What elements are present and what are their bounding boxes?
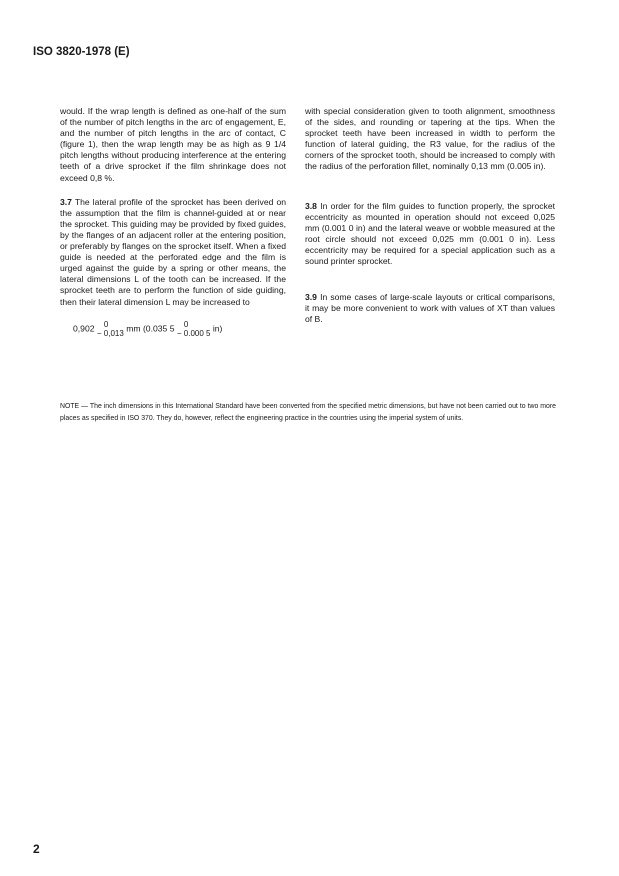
section-text: The lateral profile of the sprocket has been derived on the assumption that the film is channel-guided at or near the sprocket. This guiding may be provided by fixed guides, by the flanges of an adjacent roller at the entering position, or preferably by flanges on the sprocket itself. When a fixed guide is needed at the perforated edge and the film is urged against the guide by a spring or other means, the lateral dimensions L of the tooth can be increased. If the sprocket teeth are to perform the function of side guiding, then their lateral dimension L may be increased to (60, 196, 286, 307)
section-number: 3.8 (305, 200, 317, 211)
right-column (305, 106, 555, 325)
section-text: In order for the film guides to function properly, the sprocket eccentricity as mounted in operation should not exceed 0,025 mm (0.001 0 in) and the lateral weave or wobble measured at the root circle should not exceed 0,025 mm (0.001 0 in). Less eccentricity may be required for a special application such as a sound printer sprocket. (305, 200, 555, 267)
tolerance-in (177, 320, 211, 338)
section-number: 3.9 (305, 292, 317, 303)
document-header: ISO 3820-1978 (E) (33, 46, 130, 58)
formula-unit-mm: mm (126, 322, 141, 333)
formula-base-mm: 0,902 (73, 322, 95, 333)
section-3-7 (60, 197, 286, 308)
page-number: 2 (33, 842, 40, 856)
continuation-paragraph: with special consideration given to tooth alignment, smoothness of the sides, and rounding or tapering at the tips. When the sprocket teeth have been increased in width to perform the function of lateral guiding, the R3 value, for the radius of the corners of the sprocket tooth, should be increased to comply with the radius of the perforation fillet, nominally 0,13 mm (0.005 in). (305, 106, 555, 172)
left-column (60, 106, 286, 338)
tolerance-upper-in: 0 (183, 319, 189, 329)
footnote: NOTE — The inch dimensions in this International Standard have been converted from the specified metric dimensions, but have not been carried out to two more places as specified in ISO 370. They do, however, reflect the engineering practice in the countries using the imperial system of units. (60, 403, 556, 422)
tolerance-mm (97, 320, 124, 338)
section-3-9 (305, 292, 555, 325)
section-text: In some cases of large-scale layouts or critical comparisons, it may be more convenient to work with values of XT than values of B. (305, 292, 556, 325)
dimension-formula (73, 320, 286, 338)
tolerance-lower-mm: − 0,013 (96, 328, 124, 338)
section-number: 3.7 (60, 196, 72, 207)
tolerance-upper-mm: 0 (103, 319, 109, 329)
formula-base-in: (0.035 5 (142, 322, 175, 333)
continuation-paragraph: would. If the wrap length is defined as one-half of the sum of the number of pitch lengths in the arc of engagement, E, and the number of pitch lengths in the arc of contact, C (figure 1), then the wrap length may be as high as 9 1/4 pitch lengths without producing interference at the entering teeth of a drive sprocket if the film shrinkage does not exceed 0,8 %. (60, 106, 286, 183)
tolerance-lower-in: − 0.000 5 (176, 328, 211, 338)
formula-unit-in: in) (212, 322, 223, 333)
section-3-8 (305, 201, 555, 268)
